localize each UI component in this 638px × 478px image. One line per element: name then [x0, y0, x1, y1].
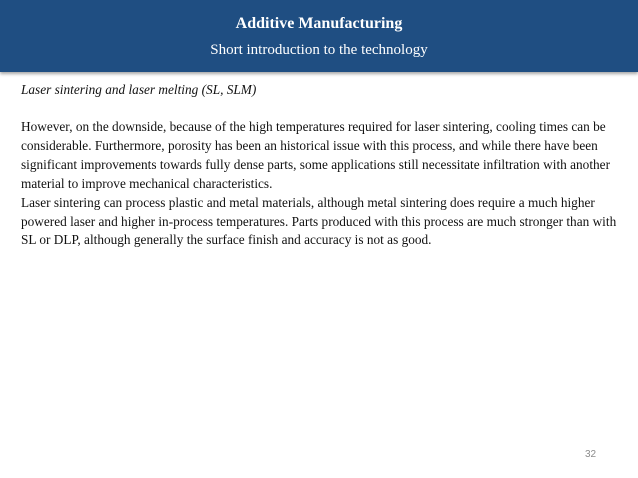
- slide-header: [0, 0, 638, 72]
- slide-title: Additive Manufacturing: [235, 15, 403, 32]
- paragraph-spacer: [21, 99, 621, 118]
- section-heading: Laser sintering and laser melting (SL, SLM): [21, 82, 257, 97]
- body-paragraph-1: However, on the downside, because of the high temperatures required for laser sintering, cooling times can be considerable. Furthermore, porosity has been an historical issue with this process, and while there have been significant improvements towards fully dense parts, some applications still necessitate infiltration with another material to improve mechanical characteristics.: [21, 119, 610, 191]
- slide-subtitle: Short introduction to the technology: [210, 42, 428, 58]
- page-number: 32: [585, 449, 597, 460]
- slide-content: [21, 80, 621, 250]
- body-paragraph-2: Laser sintering can process plastic and metal materials, although metal sintering does require a much higher powered laser and higher in-process temperatures. Parts produced with this process are much stronger than with SL or DLP, although generally the surface finish and accuracy is not as good.: [21, 194, 617, 248]
